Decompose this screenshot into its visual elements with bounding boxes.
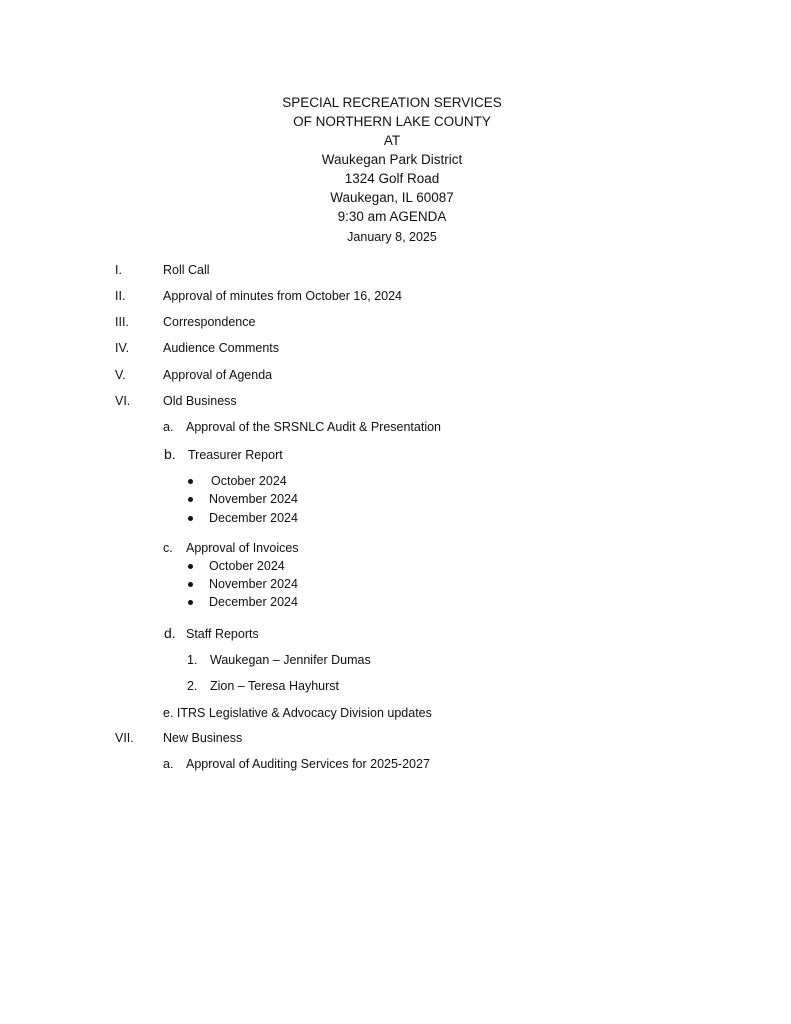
- list-item: Waukegan – Jennifer Dumas: [210, 653, 371, 667]
- subitem-letter: c.: [163, 541, 173, 555]
- list-item: November 2024: [209, 577, 298, 591]
- header-subtitle: OF NORTHERN LAKE COUNTY: [293, 114, 491, 129]
- agenda-item-number: II.: [115, 289, 126, 303]
- subitem-letter: a.: [163, 757, 174, 771]
- bullet-icon: [188, 582, 193, 587]
- subitem-label: Approval of Invoices: [186, 541, 299, 555]
- list-item: December 2024: [209, 511, 298, 525]
- subitem-label: e. ITRS Legislative & Advocacy Division updates: [163, 706, 432, 720]
- header-date: January 8, 2025: [347, 230, 437, 244]
- list-item: October 2024: [211, 474, 287, 488]
- agenda-item-number: III.: [115, 315, 129, 329]
- agenda-item-label: Approval of Agenda: [163, 368, 273, 382]
- list-item-number: 1.: [187, 653, 198, 667]
- agenda-item-number: VI.: [115, 394, 131, 408]
- subitem-label: Approval of the SRSNLC Audit & Presentation: [186, 420, 442, 434]
- agenda-item-number: IV.: [115, 341, 130, 355]
- header-at: AT: [383, 133, 401, 148]
- bullet-icon: [188, 479, 193, 484]
- list-item: December 2024: [209, 595, 298, 609]
- bullet-icon: [188, 564, 193, 569]
- header-street: 1324 Golf Road: [344, 171, 440, 186]
- list-item-number: 2.: [187, 679, 198, 693]
- subitem-label: Approval of Auditing Services for 2025-2027: [186, 757, 430, 771]
- header-title: SPECIAL RECREATION SERVICES: [282, 95, 502, 110]
- agenda-item-number: VII.: [115, 731, 134, 745]
- list-item: October 2024: [209, 559, 285, 573]
- agenda-item-label: Approval of minutes from October 16, 2024: [163, 289, 403, 303]
- header-time-agenda: 9:30 am AGENDA: [337, 209, 447, 224]
- list-item: Zion – Teresa Hayhurst: [210, 679, 339, 693]
- list-item: November 2024: [209, 492, 298, 506]
- header-city: Waukegan, IL 60087: [330, 190, 454, 205]
- agenda-item-label: Old Business: [163, 394, 237, 408]
- agenda-item-label: Correspondence: [163, 315, 256, 329]
- agenda-item-label: Audience Comments: [163, 341, 280, 355]
- subitem-letter: b.: [164, 446, 176, 462]
- subitem-letter: a.: [163, 420, 174, 434]
- agenda-item-number: I.: [115, 263, 122, 277]
- agenda-item-label: Roll Call: [163, 263, 210, 277]
- subitem-letter: d.: [164, 625, 176, 641]
- header-venue: Waukegan Park District: [321, 152, 463, 167]
- bullet-icon: [188, 600, 193, 605]
- agenda-item-label: New Business: [163, 731, 243, 745]
- subitem-label: Staff Reports: [186, 627, 259, 641]
- agenda-item-number: V.: [115, 368, 126, 382]
- bullet-icon: [188, 497, 193, 502]
- bullet-icon: [188, 516, 193, 521]
- subitem-label: Treasurer Report: [188, 448, 283, 462]
